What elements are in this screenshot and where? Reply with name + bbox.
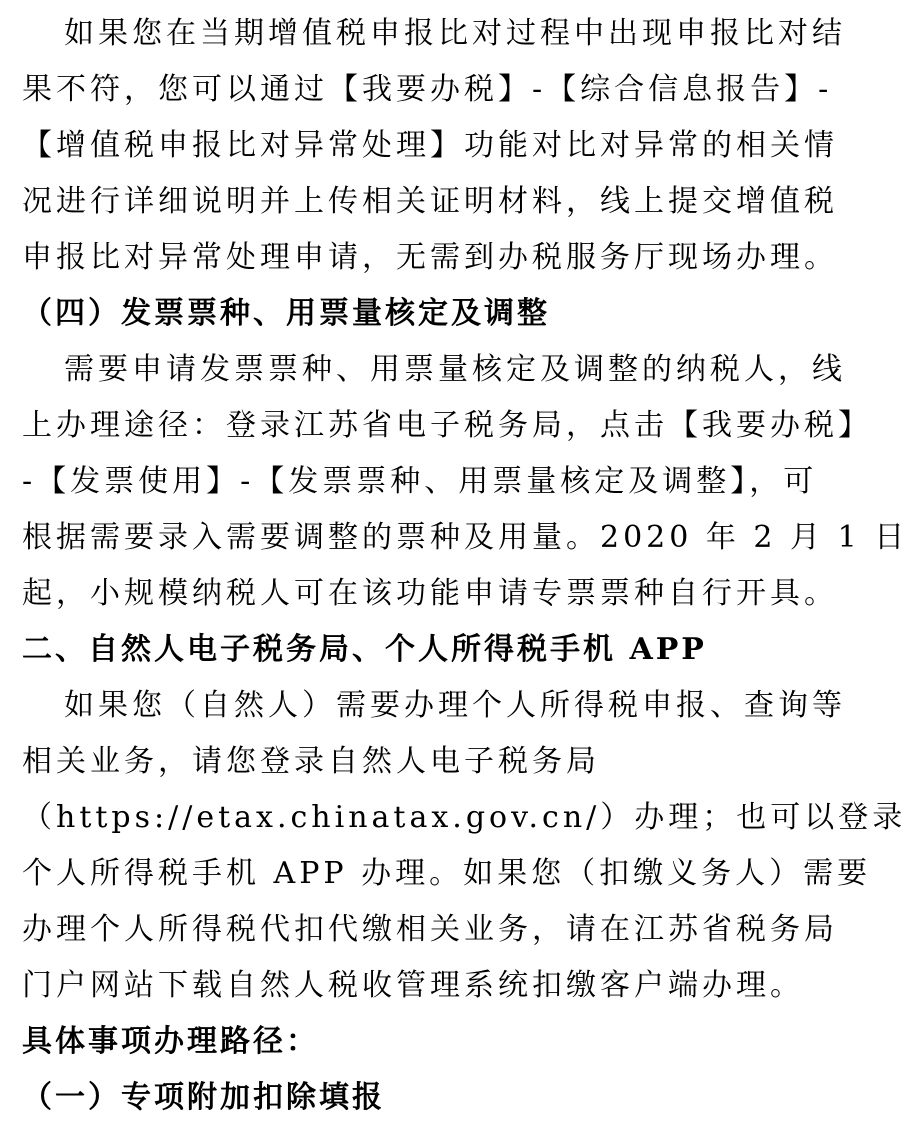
paragraph-line: 申报比对异常处理申请，无需到办税服务厅现场办理。 bbox=[22, 240, 838, 275]
paragraph-line: 相关业务，请您登录自然人电子税务局 bbox=[22, 744, 600, 779]
subheading-paths: 具体事项办理路径： bbox=[22, 1024, 319, 1059]
paragraph-line: 起，小规模纳税人可在该功能申请专票票种自行开具。 bbox=[22, 576, 838, 611]
paragraph-line: 根据需要录入需要调整的票种及用量。2020 年 2 月 1 日 bbox=[22, 520, 908, 555]
paragraph-line: -【发票使用】-【发票票种、用票量核定及调整】，可 bbox=[22, 464, 818, 499]
section-heading-one: （一）专项附加扣除填报 bbox=[22, 1080, 385, 1115]
section-heading-four: （四）发票票种、用票量核定及调整 bbox=[22, 296, 550, 331]
paragraph-line: 【增值税申报比对异常处理】功能对比对异常的相关情 bbox=[22, 128, 838, 163]
url-line: （https://etax.chinatax.gov.cn/）办理；也可以登录 bbox=[22, 800, 907, 835]
paragraph-line: 个人所得税手机 APP 办理。如果您（扣缴义务人）需要 bbox=[22, 856, 872, 891]
paragraph-line: 需要申请发票票种、用票量核定及调整的纳税人，线 bbox=[64, 352, 846, 387]
paragraph-line: 门户网站下载自然人税收管理系统扣缴客户端办理。 bbox=[22, 968, 804, 1003]
paragraph-line: 如果您在当期增值税申报比对过程中出现申报比对结 bbox=[64, 16, 846, 51]
paragraph-line: 上办理途径：登录江苏省电子税务局，点击【我要办税】 bbox=[22, 408, 872, 443]
paragraph-line: 果不符，您可以通过【我要办税】-【综合信息报告】- bbox=[22, 72, 833, 107]
paragraph-line: 如果您（自然人）需要办理个人所得税申报、查询等 bbox=[64, 688, 846, 723]
paragraph-line: 况进行详细说明并上传相关证明材料，线上提交增值税 bbox=[22, 184, 838, 219]
paragraph-line: 办理个人所得税代扣代缴相关业务，请在江苏省税务局 bbox=[22, 912, 838, 947]
section-heading-two: 二、自然人电子税务局、个人所得税手机 APP bbox=[22, 632, 707, 667]
